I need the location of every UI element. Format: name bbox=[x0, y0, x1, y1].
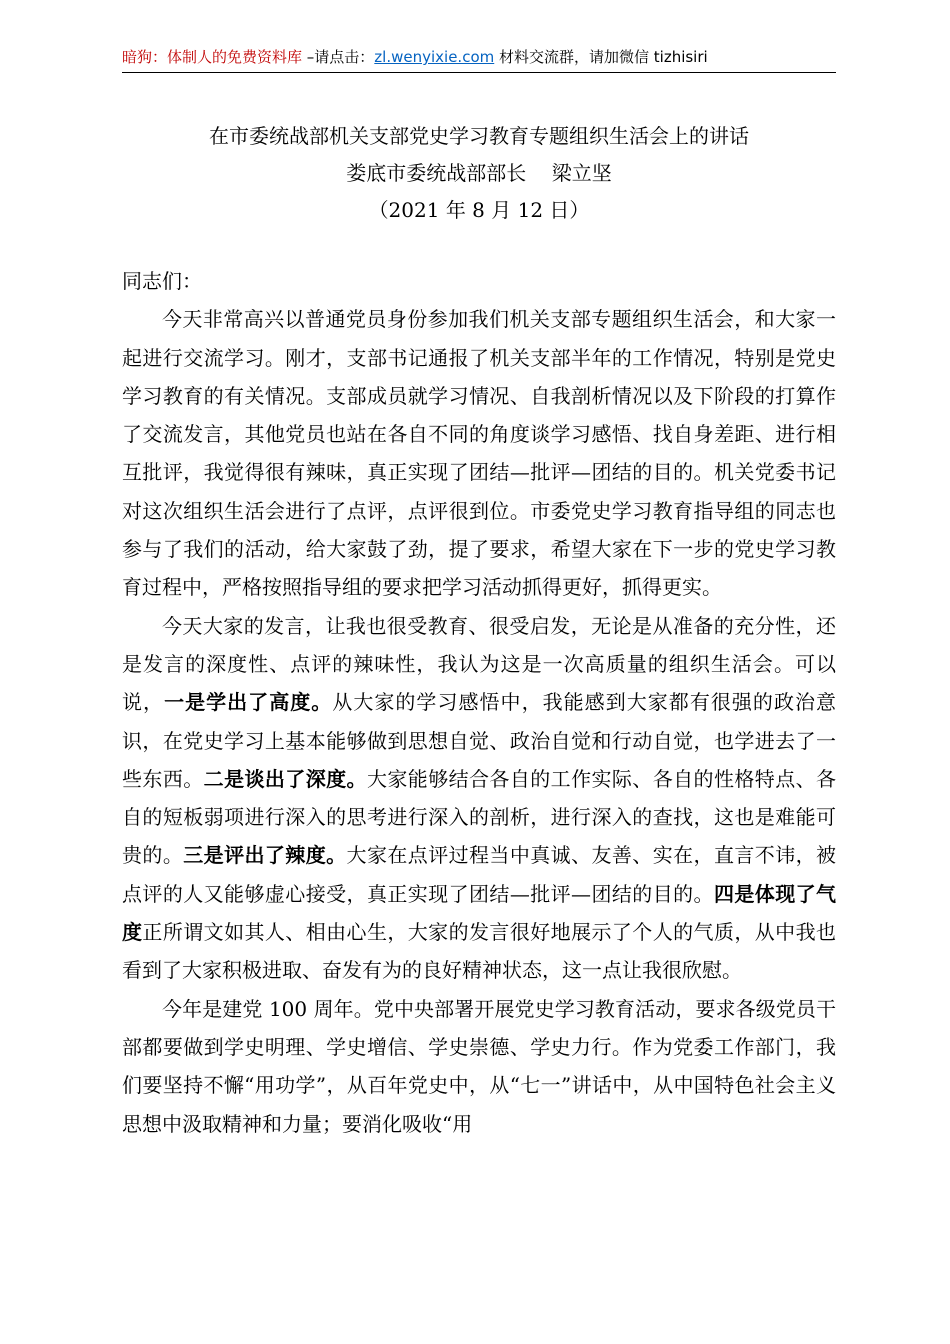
para2-point-4: 四是体现了气度 bbox=[122, 881, 837, 945]
document-date: （2021 年 8 月 12 日） bbox=[368, 198, 590, 222]
para2-text-e: 大家在点评过程当中真诚、友善、实在，直言不讳，被点评的人又能够虚心接受，真正实现了团结—批评—团结的目的。 bbox=[122, 843, 837, 906]
salutation: 同志们： bbox=[122, 269, 202, 293]
para2-point-1: 一是学出了高度。 bbox=[164, 690, 333, 715]
para2-point-2: 二是谈出了深度。 bbox=[203, 766, 367, 791]
page-header bbox=[122, 46, 836, 73]
document-speaker: 娄底市委统战部部长 梁立坚 bbox=[346, 161, 612, 185]
para2-text-f: 正所谓文如其人、相由心生，大家的发言很好地展示了个人的气质，从中我也看到了大家积极进取、奋发有为的良好精神状态，这一点让我很欣慰。 bbox=[122, 920, 837, 983]
document-heading bbox=[122, 118, 836, 229]
header-link[interactable]: zl.wenyixie.com bbox=[374, 48, 495, 66]
para2-text-a: 今天大家的发言，让我也很受教育、很受启发，无论是从准备的充分性，还是发言的深度性、点评的辣味性，我认为这是一次高质量的组织生活会。可以说， bbox=[122, 613, 836, 715]
document-body bbox=[122, 262, 836, 1143]
header-contact: 材料交流群，请加微信 tizhisiri bbox=[494, 48, 708, 66]
header-prompt: –请点击： bbox=[302, 48, 375, 66]
para2-point-3: 三是评出了辣度。 bbox=[183, 843, 347, 868]
header-brand: 暗狗：体制人的免费资料库 bbox=[122, 48, 303, 66]
para2-text-d: 大家能够结合各自的工作实际、各自的性格特点、各自的短板弱项进行深入的思考进行深入的剖析，进行深入的查找，这也是难能可贵的。 bbox=[122, 766, 837, 868]
para2-text-c: 从大家的学习感悟中，我能感到大家都有很强的政治意识，在党史学习上基本能够做到思想自觉、政治自觉和行动自觉，也学进去了一些东西。 bbox=[122, 690, 837, 791]
paragraph-2 bbox=[122, 607, 836, 990]
document-title: 在市委统战部机关支部党史学习教育专题组织生活会上的讲话 bbox=[209, 124, 749, 148]
paragraph-1: 今天非常高兴以普通党员身份参加我们机关支部专题组织生活会，和大家一起进行交流学习。刚才，支部书记通报了机关支部半年的工作情况，特别是党史学习教育的有关情况。支部成员就学习情况、自我剖析情况以及下阶段的打算作了交流发言，其他党员也站在各自不同的角度谈学习感悟、找自身差距、进行相互批评，我觉得很有辣味，真正实现了团结—批评—团结的目的。机关党委书记对这次组织生活会进行了点评，点评很到位。市委党史学习教育指导组的同志也参与了我们的活动，给大家鼓了劲，提了要求，希望大家在下一步的党史学习教育过程中，严格按照指导组的要求把学习活动抓得更好，抓得更实。 bbox=[122, 307, 836, 600]
paragraph-3: 今年是建党 100 周年。党中央部署开展党史学习教育活动，要求各级党员干部都要做到学史明理、学史增信、学史崇德、学史力行。作为党委工作部门，我们要坚持不懈“用功学”，从百年党史中，从“七一”讲话中，从中国特色社会主义思想中汲取精神和力量；要消化吸收“用 bbox=[122, 996, 836, 1136]
